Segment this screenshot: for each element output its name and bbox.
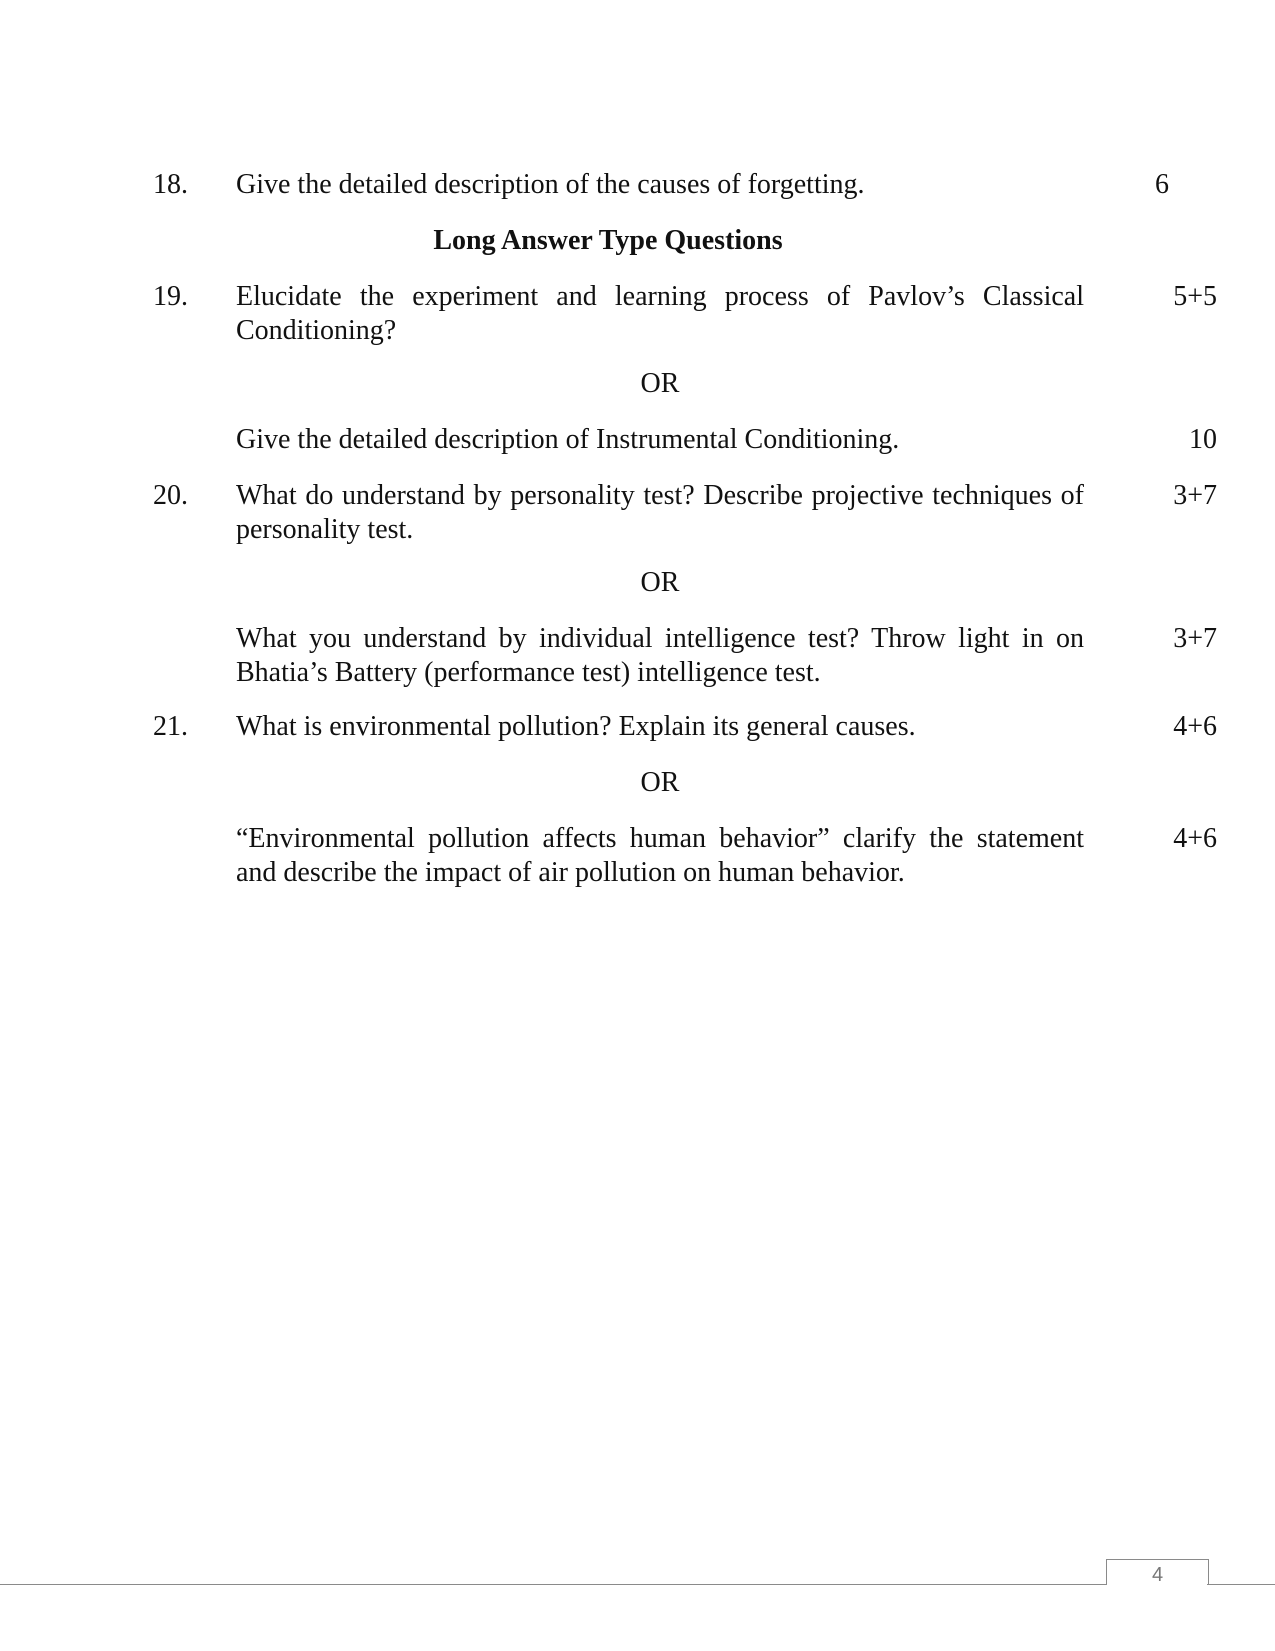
page-number: 4 (1151, 1564, 1164, 1586)
footer-rule-left (0, 1584, 1107, 1585)
question-20-alt-marks: 3+7 (1173, 623, 1217, 654)
question-18-number: 18. (153, 169, 188, 200)
footer-rule-right (1207, 1584, 1275, 1585)
question-20-or: OR (640, 567, 680, 598)
question-18-text: Give the detailed description of the causes of forgetting. (236, 169, 865, 200)
question-19-number: 19. (153, 281, 188, 312)
section-heading: Long Answer Type Questions (433, 225, 783, 256)
question-21-alt-marks: 4+6 (1173, 823, 1217, 854)
question-21-number: 21. (153, 711, 188, 742)
question-19-text: Elucidate the experiment and learning process of Pavlov’s Classical Conditioning? (236, 281, 1084, 346)
question-20-alt-text: What you understand by individual intelligence test? Throw light in on Bhatia’s Battery (performance test) intelligence test. (236, 623, 1084, 688)
question-19-alt-text: Give the detailed description of Instrumental Conditioning. (236, 424, 900, 455)
question-21-alt-text: “Environmental pollution affects human behavior” clarify the statement and describe the impact of air pollution on human behavior. (236, 823, 1084, 888)
question-20-number: 20. (153, 480, 188, 511)
question-20-text: What do understand by personality test? Describe projective techniques of personality test. (236, 480, 1084, 545)
question-21-text: What is environmental pollution? Explain its general causes. (236, 711, 916, 742)
question-18-marks: 6 (1155, 169, 1169, 200)
question-21-or: OR (640, 767, 680, 798)
question-19-alt-marks: 10 (1189, 424, 1217, 455)
question-21-marks: 4+6 (1173, 711, 1217, 742)
question-19-or: OR (640, 368, 680, 399)
question-20-marks: 3+7 (1173, 480, 1217, 511)
question-19-marks: 5+5 (1173, 281, 1217, 312)
